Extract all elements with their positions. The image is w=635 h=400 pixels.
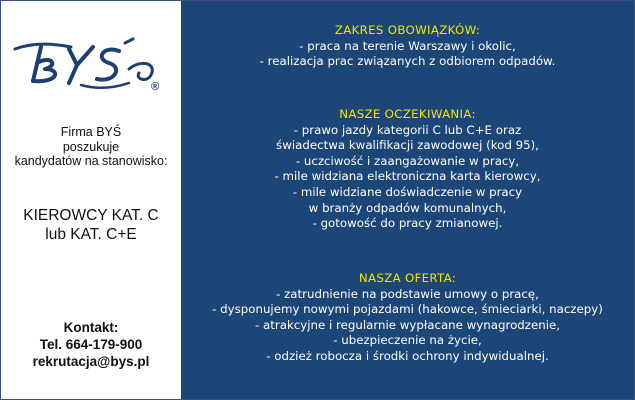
section-line: - mile widziana elektroniczna karta kierowcy, [274,169,541,184]
section-line: - gotowość do pracy zmianowej. [312,216,503,231]
company-line: kandydatów na stanowisko: [14,154,168,168]
section-heading: ZAKRES OBOWIĄZKÓW: [334,23,481,37]
contact-block [1,319,181,370]
company-line: poszukuje [62,139,120,154]
right-panel [181,1,634,399]
section-line: - realizacja prac związanych z odbiorem odpadów. [259,54,556,69]
job-position [1,206,181,244]
registered-mark: ® [151,81,160,93]
section-heading: NASZE OCZEKIWANIA: [339,107,476,121]
section-line: - zatrudnienie na podstawie umowy o pracę, [276,286,539,301]
section-expectations [181,107,634,232]
section-line: świadectwa kwalifikacji zawodowej (kod 95), [276,138,539,153]
section-line: - praca na terenie Warszawy i okolic, [299,38,516,53]
section-line: - atrakcyjne i regularnie wypłacane wynagrodzenie, [255,317,560,332]
contact-email[interactable]: rekrutacja@bys.pl [32,354,150,369]
section-line: - mile widziane doświadczenie w pracy [292,184,523,199]
bys-logo [11,29,163,99]
section-duties [181,23,634,70]
contact-heading: Kontakt: [63,320,119,335]
section-heading: NASZA OFERTA: [358,271,457,285]
left-panel [1,1,181,399]
section-line: - odzież robocza i środki ochrony indywidualnej. [266,348,549,363]
section-line: - uczciwość i zaangażowanie w pracy, [295,153,520,168]
section-line: - dysponujemy nowymi pojazdami (hakowce, śmieciarki, naczepy) [212,302,603,317]
contact-phone[interactable]: Tel. 664-179-900 [39,337,143,352]
section-offer [181,271,634,365]
section-line: - prawo jazdy kategorii C lub C+E oraz [293,122,522,137]
section-line: - ubezpieczenie na życie, [333,333,482,348]
company-intro [1,125,181,169]
position-line: KIEROWCY KAT. C [23,207,159,224]
section-line: w branży odpadów komunalnych, [308,200,507,215]
position-line: lub KAT. C+E [45,226,137,243]
company-line: Firma BYŚ [60,125,122,139]
